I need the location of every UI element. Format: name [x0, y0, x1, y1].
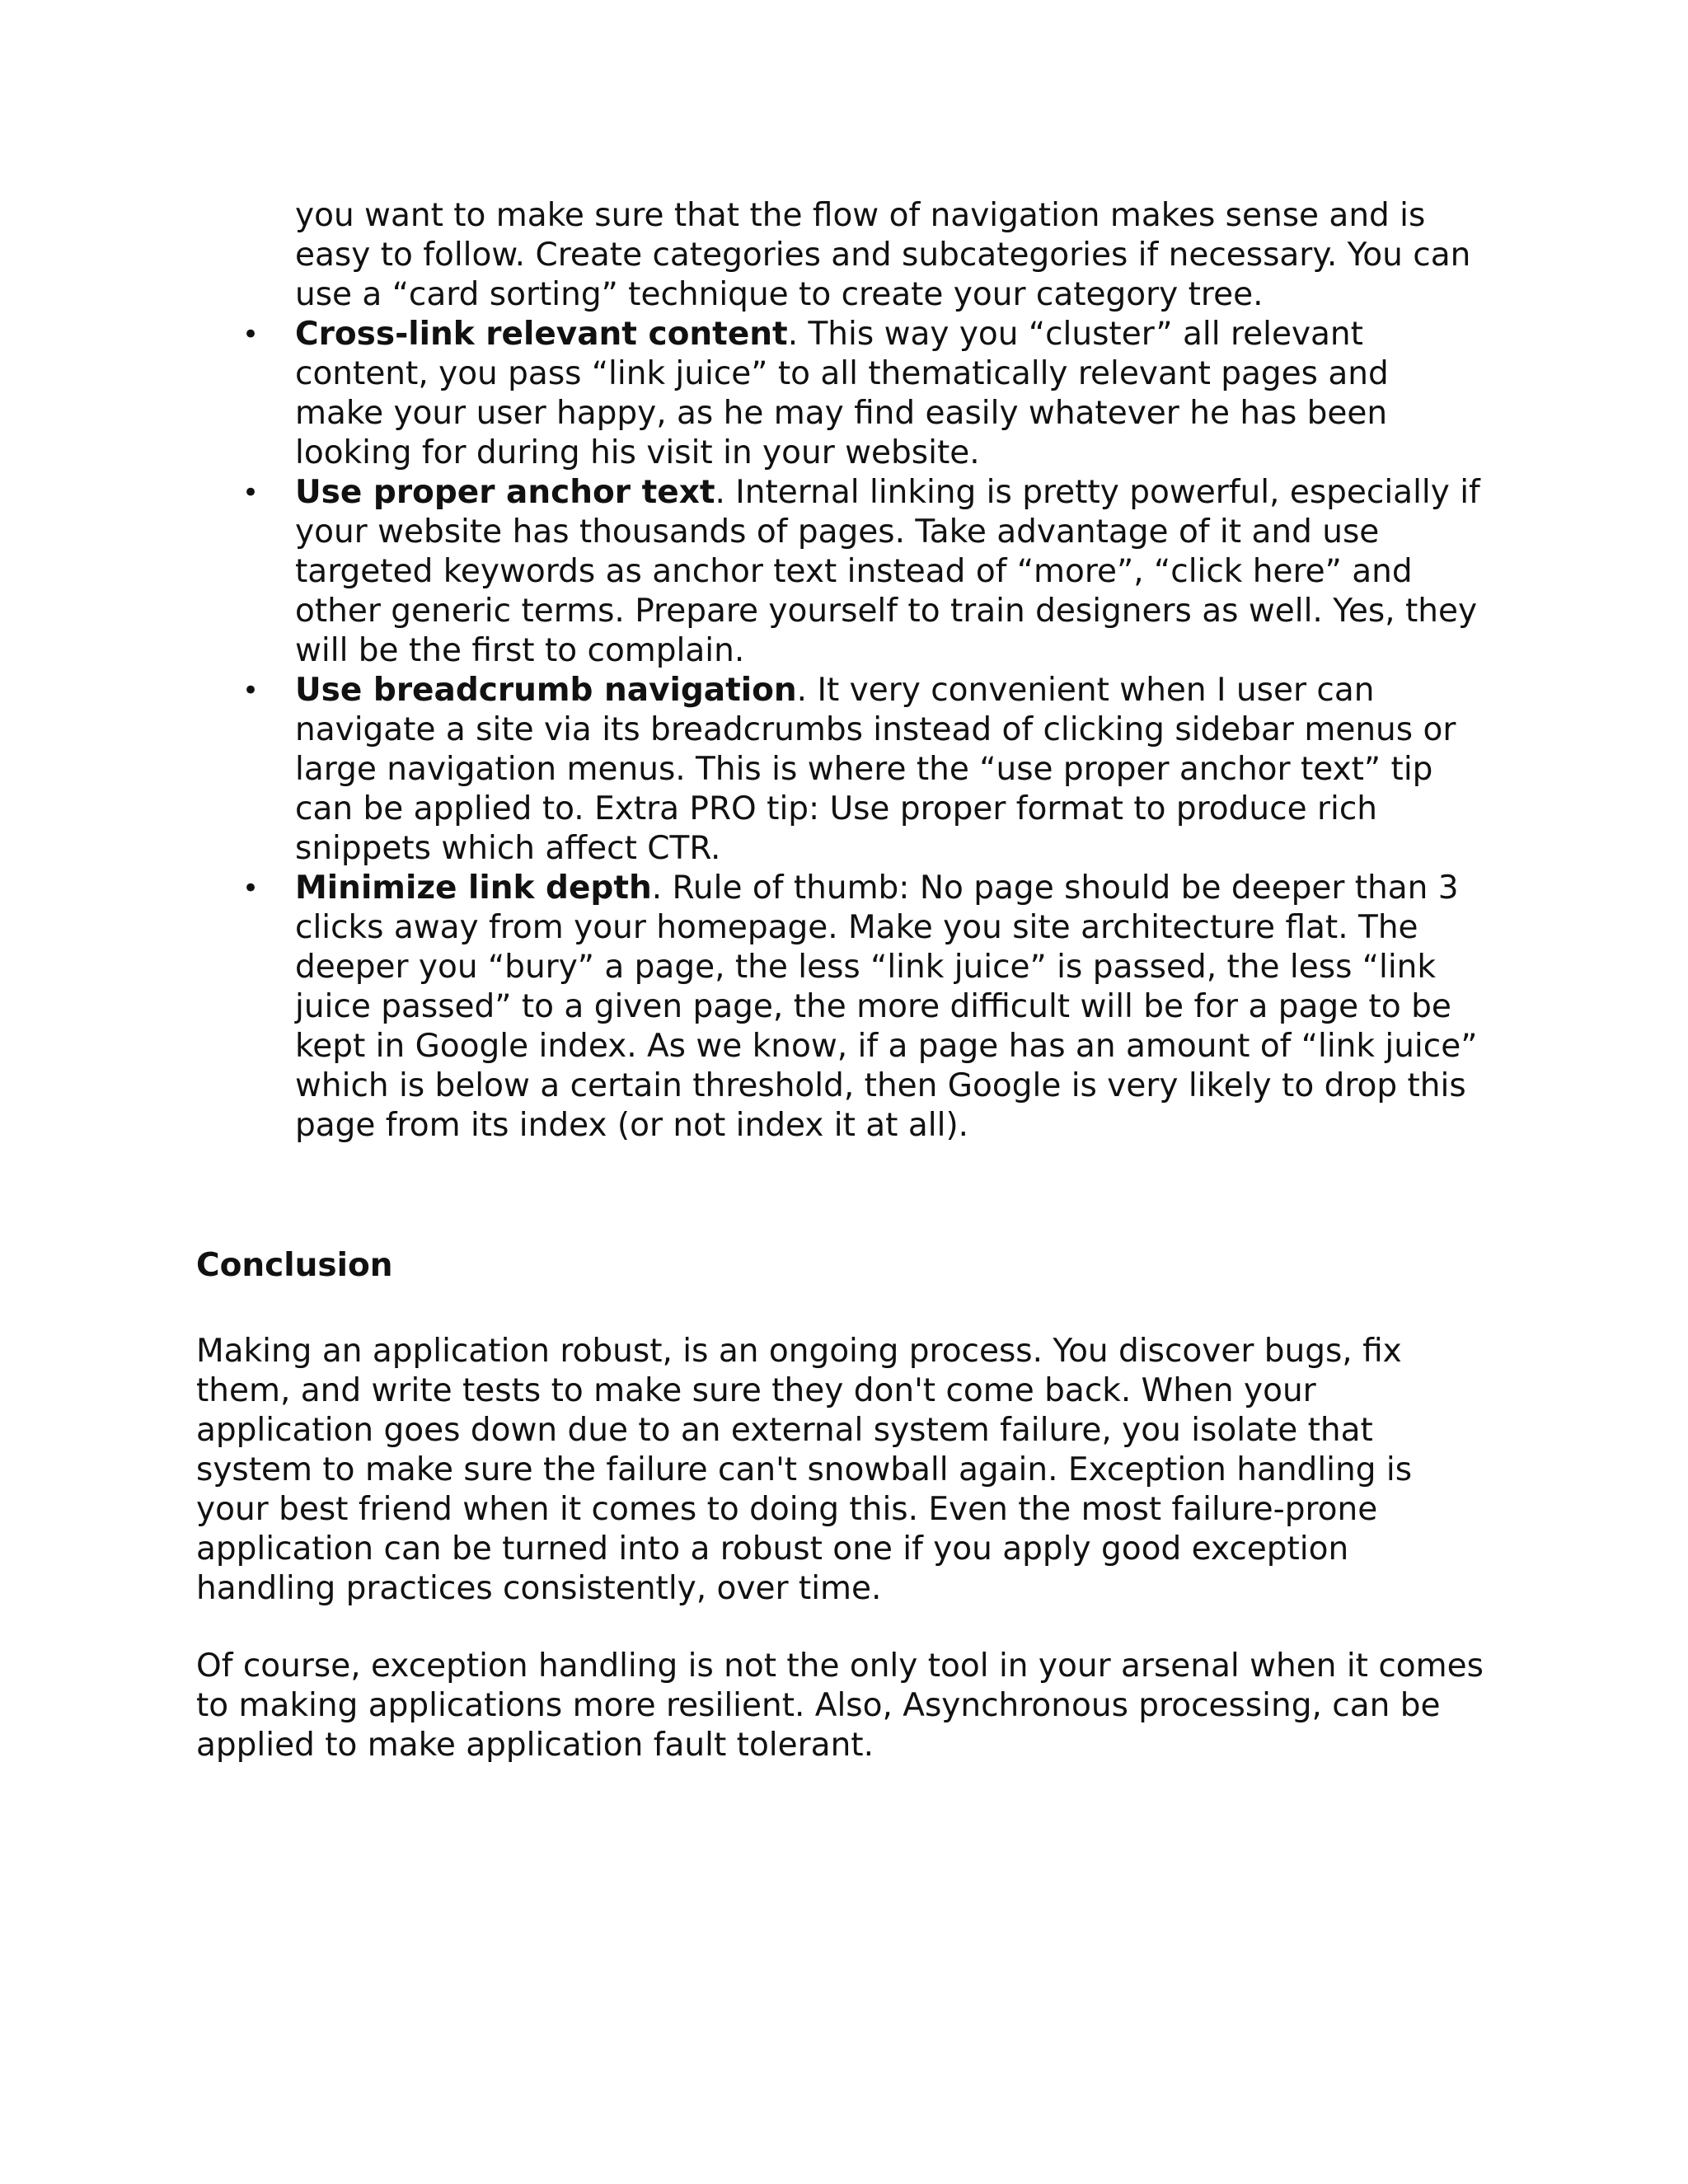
bullet-lead: Use breadcrumb navigation — [295, 672, 797, 709]
bullet-text: . Rule of thumb: No page should be deeper than 3 clicks away from your homepage. Make you site architecture flat. The deeper you “bury” a page, the less “link juice” is passed, the less “link juice passed” to a given page, the more difficult will be for a page to be kept in Google index. As we know, if a page has an amount of “link juice” which is below a certain threshold, then Google is very likely to drop this page from its index (or not index it at all). — [295, 869, 1478, 1144]
list-item — [242, 671, 1482, 869]
bullet-text: . This way you “cluster” all relevant content, you pass “link juice” to all thematically relevant pages and make your user happy, as he may find easily whatever he has been looking for during his visit in your website. — [295, 316, 1389, 471]
tips-bullet-list — [242, 315, 1482, 1146]
bullet-lead: Cross-link relevant content — [295, 316, 788, 353]
continuation-paragraph: you want to make sure that the flow of navigation makes sense and is easy to follow. Create categories and subcategories if necessary. You can use a “card sorting” technique to create your category tree. — [295, 197, 1471, 313]
bullet-icon: • — [242, 872, 260, 905]
bullet-lead: Use proper anchor text — [295, 474, 715, 511]
conclusion-paragraph-1: Making an application robust, is an ongoing process. You discover bugs, fix them, and write tests to make sure they don't come back. When your application goes down due to an external system failure, you isolate that system to make sure the failure can't snowball again. Exception handling is your best friend when it comes to doing this. Even the most failure-prone application can be turned into a robust one if you apply good exception handling practices consistently, over time. — [196, 1333, 1413, 1607]
conclusion-heading: Conclusion — [196, 1247, 393, 1284]
bullet-icon: • — [242, 674, 260, 707]
bullet-text: . It very convenient when I user can navigate a site via its breadcrumbs instead of clicking sidebar menus or large navigation menus. This is where the “use proper anchor text” tip can be applied to. Extra PRO tip: Use proper format to produce rich snippets which affect CTR. — [295, 672, 1456, 867]
list-item — [242, 473, 1482, 671]
bullet-icon: • — [242, 476, 260, 509]
list-item — [242, 869, 1482, 1146]
bullet-lead: Minimize link depth — [295, 869, 652, 907]
conclusion-paragraph-2: Of course, exception handling is not the only tool in your arsenal when it comes to making applications more resilient. Also, Asynchronous processing, can be applied to make application fault tolerant. — [196, 1647, 1484, 1764]
bullet-icon: • — [242, 318, 260, 351]
list-item — [242, 315, 1482, 473]
bullet-text: . Internal linking is pretty powerful, especially if your website has thousands of pages. Take advantage of it and use targeted keywords as anchor text instead of “more”, “click here” and other generic terms. Prepare yourself to train designers as well. Yes, they will be the first to complain. — [295, 474, 1480, 669]
